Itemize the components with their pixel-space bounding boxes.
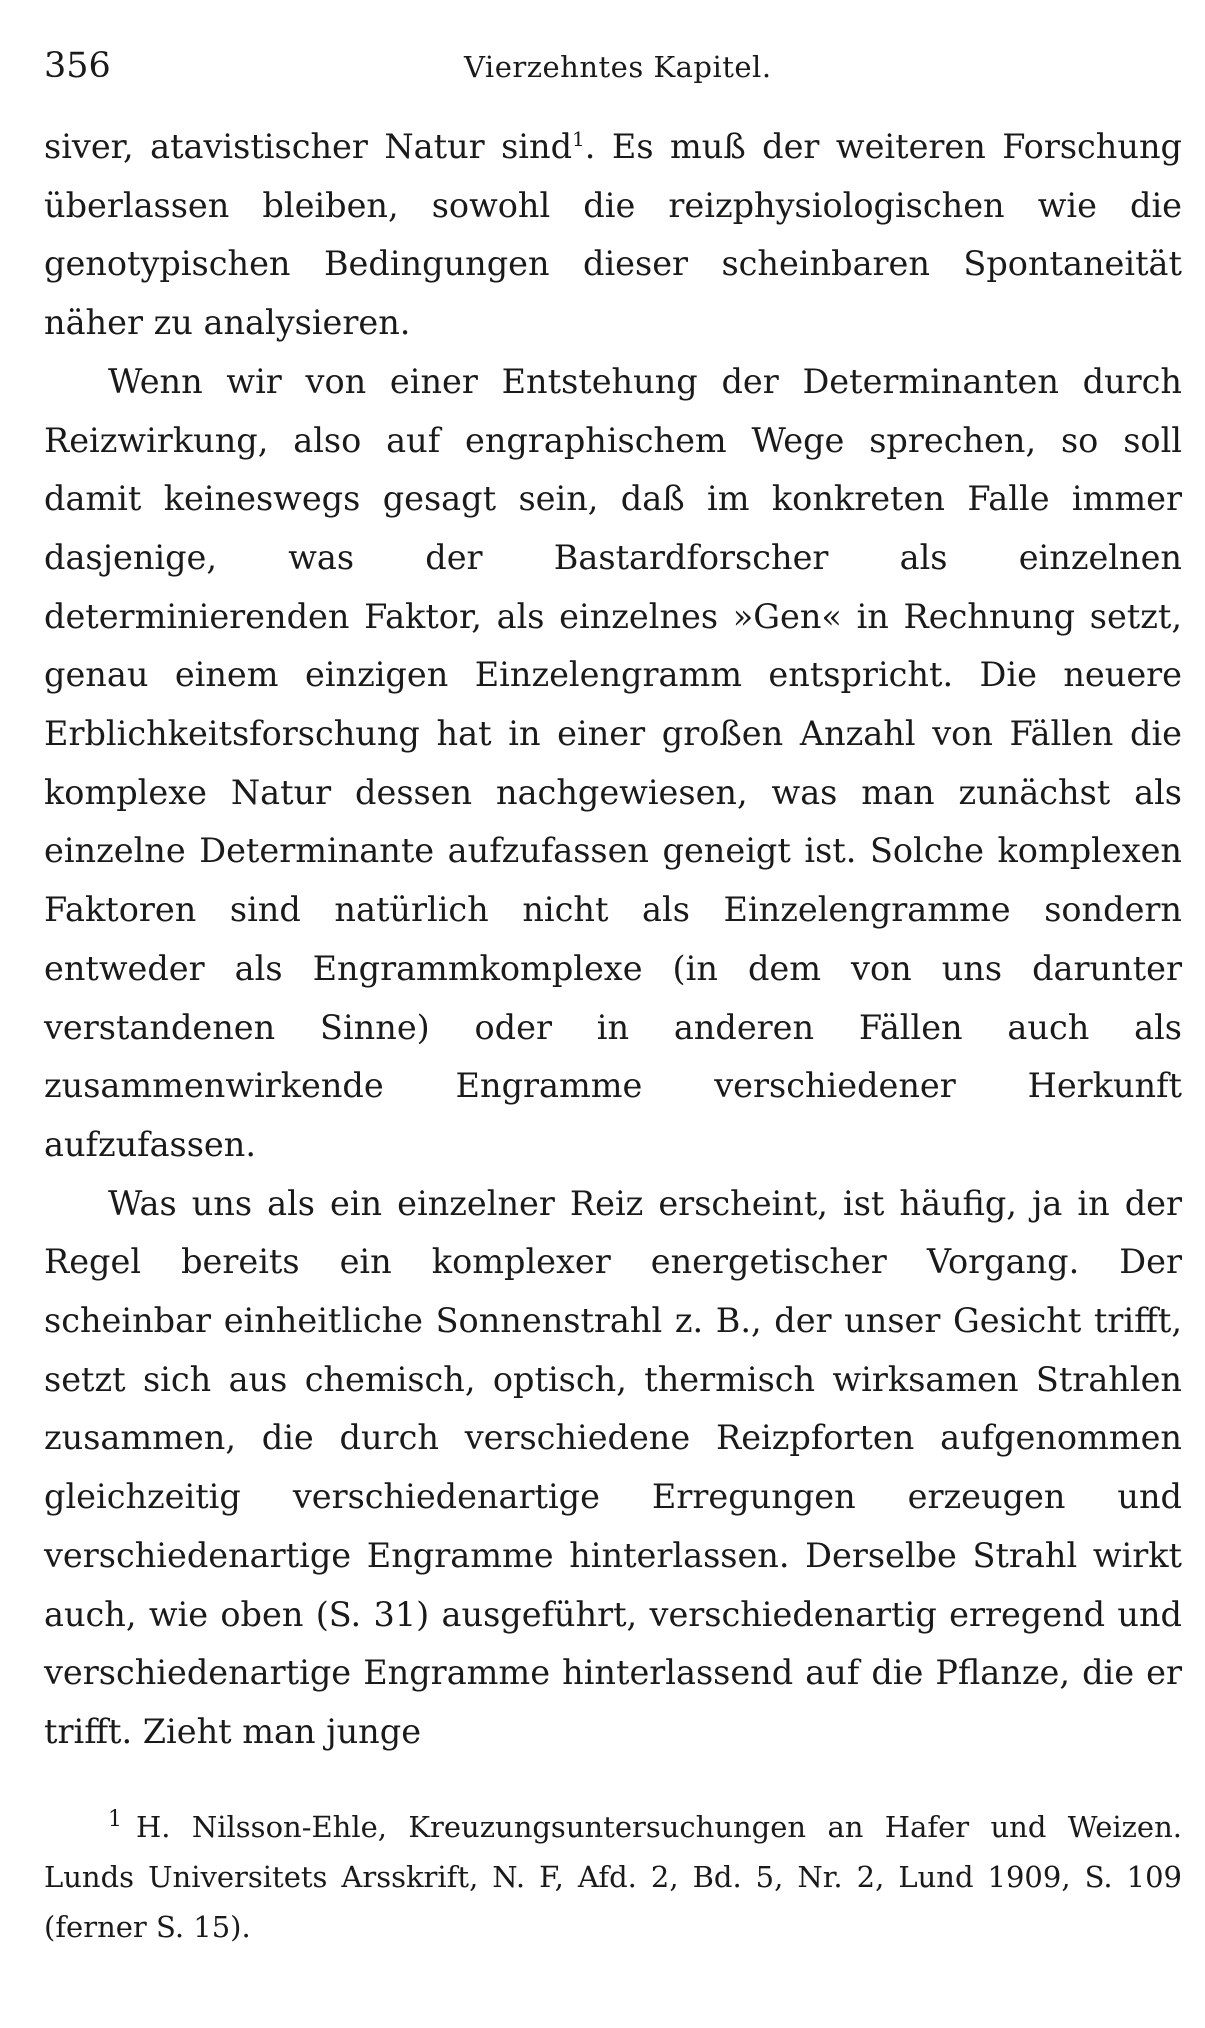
- footnote-1-mark: 1: [108, 1807, 122, 1833]
- footnote-reference-1: 1: [572, 126, 585, 151]
- footnote-1-text: H. Nilsson-Ehle, Kreuzungsuntersuchungen an Hafer und Weizen. Lunds Universitets Arsskrift, N. F, Afd. 2, Bd. 5, Nr. 2, Lund 1909, S. 109 (ferner S. 15).: [44, 1809, 1182, 1944]
- footnotes: [44, 1802, 1182, 1952]
- paragraph-1-text: siver, atavistischer Natur sind: [44, 127, 573, 166]
- paragraph-1: [44, 118, 1182, 353]
- body-text: [44, 118, 1182, 1762]
- page-number: 356: [44, 46, 111, 86]
- chapter-title: Vierzehntes Kapitel.: [464, 50, 772, 84]
- running-head: [44, 40, 1182, 90]
- paragraph-3: Was uns als ein einzelner Reiz erscheint, ist häufig, ja in der Regel bereits ein komplexer energetischer Vorgang. Der scheinbar einheitliche Sonnenstrahl z. B., der unser Gesicht trifft, setzt sich aus chemisch, optisch, thermisch wirksamen Strahlen zusammen, die durch verschiedene Reizpforten aufgenommen gleichzeitig verschiedenartige Erregungen erzeugen und verschiedenartige Engramme hinterlassen. Derselbe Strahl wirkt auch, wie oben (S. 31) ausgeführt, verschiedenartig erregend und verschiedenartige Engramme hinterlassend auf die Pflanze, die er trifft. Zieht man junge: [44, 1183, 1182, 1751]
- paragraph-2: Wenn wir von einer Entstehung der Determinanten durch Reizwirkung, also auf engraphischem Wege sprechen, so soll damit keineswegs gesagt sein, daß im konkreten Falle immer dasjenige, was der Bastardforscher als einzelnen determinierenden Faktor, als einzelnes »Gen« in Rechnung setzt, genau einem einzigen Einzelengramm entspricht. Die neuere Erblichkeitsforschung hat in einer großen Anzahl von Fällen die komplexe Natur dessen nachgewiesen, was man zunächst als einzelne Determinante aufzufassen geneigt ist. Solche komplexen Faktoren sind natürlich nicht als Einzelengramme sondern entweder als Engrammkomplexe (in dem von uns darunter verstandenen Sinne) oder in anderen Fällen auch als zusammenwirkende Engramme verschiedener Herkunft aufzufassen.: [44, 361, 1182, 1164]
- paragraph-1-text-continued: . Es muß der weiteren Forschung überlassen bleiben, sowohl die reizphysiologischen wie die genotypischen Bedingungen dieser scheinbaren Spontaneität näher zu analysieren.: [44, 127, 1182, 343]
- footnote-1: [44, 1802, 1182, 1952]
- book-page: [44, 40, 1182, 1952]
